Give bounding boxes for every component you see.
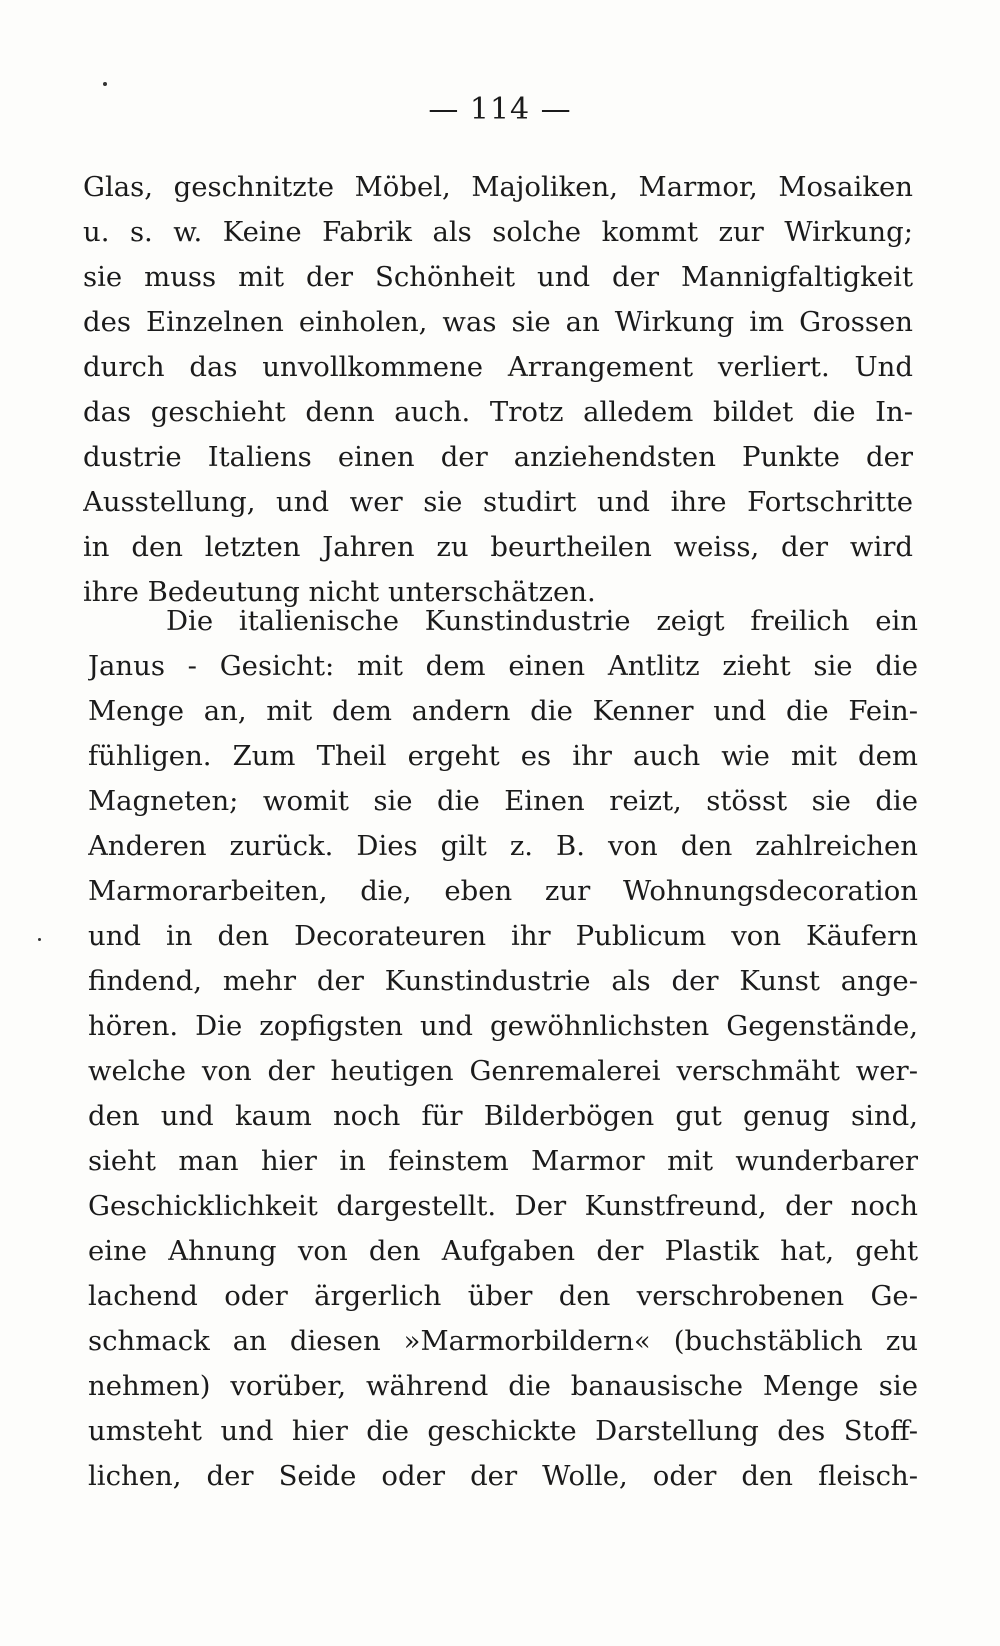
paragraph-2 [88, 599, 918, 1499]
text-line: dustrie Italiens einen der anziehendsten Punkte der [83, 441, 913, 473]
text-line: den und kaum noch für Bilderbögen gut genug sind, [88, 1100, 918, 1132]
text-line: Marmorarbeiten, die, eben zur Wohnungsdecoration [88, 875, 918, 907]
text-line: des Einzelnen einholen, was sie an Wirkung im Grossen [83, 306, 913, 338]
text-line: findend, mehr der Kunstindustrie als der Kunst ange- [88, 965, 918, 997]
text-line: u. s. w. Keine Fabrik als solche kommt zur Wirkung; [83, 216, 913, 248]
text-line: hören. Die zopfigsten und gewöhnlichsten Gegenstände, [88, 1010, 918, 1042]
text-line: Magneten; womit sie die Einen reizt, stösst sie die [88, 785, 918, 817]
text-line: lichen, der Seide oder der Wolle, oder den fleisch- [88, 1460, 918, 1492]
text-line: sie muss mit der Schönheit und der Mannigfaltigkeit [83, 261, 913, 293]
paragraph-1 [83, 165, 913, 615]
text-line: fühligen. Zum Theil ergeht es ihr auch wie mit dem [88, 740, 918, 772]
text-line: Glas, geschnitzte Möbel, Majoliken, Marmor, Mosaiken [83, 171, 913, 203]
text-line: in den letzten Jahren zu beurtheilen weiss, der wird [83, 531, 913, 563]
text-line: Janus - Gesicht: mit dem einen Antlitz zieht sie die [88, 650, 918, 682]
text-line: welche von der heutigen Genremalerei verschmäht wer- [88, 1055, 918, 1087]
text-line: Anderen zurück. Dies gilt z. B. von den zahlreichen [88, 830, 918, 862]
print-speck [103, 82, 107, 86]
text-line: sieht man hier in feinstem Marmor mit wunderbarer [88, 1145, 918, 1177]
text-line: und in den Decorateuren ihr Publicum von Käufern [88, 920, 918, 952]
text-line: eine Ahnung von den Aufgaben der Plastik hat, geht [88, 1235, 918, 1267]
print-speck [38, 938, 41, 941]
text-line: Geschicklichkeit dargestellt. Der Kunstfreund, der noch [88, 1190, 918, 1222]
text-line: nehmen) vorüber, während die banausische Menge sie [88, 1370, 918, 1402]
text-line: das geschieht denn auch. Trotz alledem bildet die In- [83, 396, 913, 428]
text-line: umsteht und hier die geschickte Darstellung des Stoff- [88, 1415, 918, 1447]
text-line: lachend oder ärgerlich über den verschrobenen Ge- [88, 1280, 918, 1312]
text-line: schmack an diesen »Marmorbildern« (buchstäblich zu [88, 1325, 918, 1357]
text-line: Ausstellung, und wer sie studirt und ihre Fortschritte [83, 486, 913, 518]
text-line: Die italienische Kunstindustrie zeigt freilich ein [166, 605, 918, 637]
text-line: Menge an, mit dem andern die Kenner und die Fein- [88, 695, 918, 727]
page-number: — 114 — [428, 92, 572, 127]
text-line: durch das unvollkommene Arrangement verliert. Und [83, 351, 913, 383]
text-line: ihre Bedeutung nicht unterschätzen. [83, 576, 596, 608]
